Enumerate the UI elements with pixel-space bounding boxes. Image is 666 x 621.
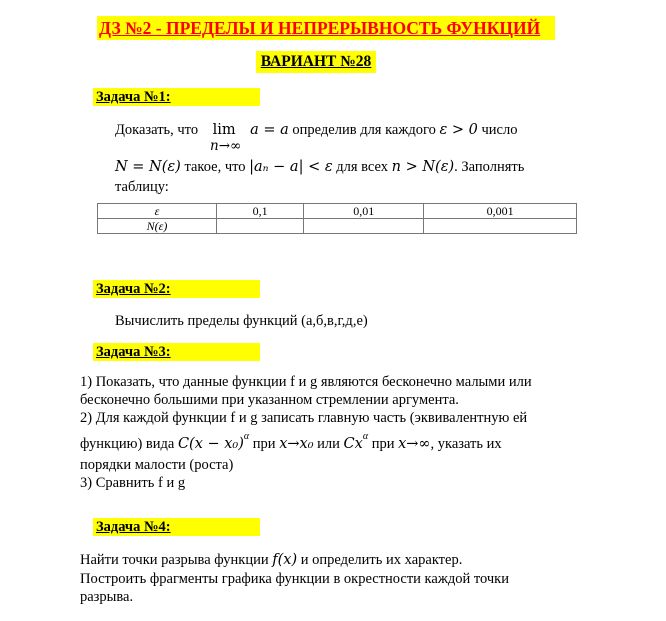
alpha-exponent-2: α — [362, 431, 369, 442]
task3-line4-end: , указать их — [430, 436, 502, 452]
table-cell: 0,001 — [424, 204, 577, 219]
task1-line2-mid: такое, что — [184, 159, 246, 175]
lim-expression: a = a — [250, 122, 289, 138]
task3-line2: бесконечно большими при указанном стремлении аргумента. — [80, 392, 459, 408]
lim-word: lim — [212, 122, 236, 138]
table-cell: ε — [98, 204, 217, 219]
task3-line4-prefix: функцию) вида — [80, 436, 175, 452]
form-c-x-minus-x0: C(x − x₀) — [177, 436, 244, 452]
condition-x-to-infinity: x→∞ — [398, 436, 431, 452]
n-condition: n > N(ε) — [391, 159, 455, 175]
task4-line1-prefix: Найти точки разрыва функции — [80, 552, 269, 568]
task3-line6: 3) Сравнить f и g — [80, 475, 186, 491]
alpha-exponent: α — [243, 431, 250, 442]
task4-line2: Построить фрагменты графика функции в окрестности каждой точки — [80, 571, 509, 587]
table-row — [98, 204, 577, 219]
variant-label: ВАРИАНТ №28 — [256, 51, 376, 73]
task3-line3: 2) Для каждой функции f и g записать главную часть (эквивалентную ей — [80, 410, 528, 426]
task1-heading: Задача №1: — [93, 88, 260, 106]
task4-line1 — [80, 550, 462, 570]
document-title: ДЗ №2 - ПРЕДЕЛЫ И НЕПРЕРЫВНОСТЬ ФУНКЦИЙ — [97, 16, 555, 40]
lim-subscript: n→∞ — [210, 138, 242, 154]
task4-line3: разрыва. — [80, 589, 134, 605]
table-cell: N(ε) — [98, 219, 217, 234]
task1-line1-suffix: определив для каждого — [292, 122, 436, 138]
task1-line2-all: для всех — [336, 159, 389, 175]
table-cell — [424, 219, 577, 234]
epsilon-condition: ε > 0 — [439, 122, 478, 138]
task4-heading: Задача №4: — [93, 518, 260, 536]
or-word: или — [317, 436, 340, 452]
task3-line5: порядки малости (роста) — [80, 457, 234, 473]
task1-line2-end: . Заполнять — [454, 159, 525, 175]
task1-line1-end: число — [481, 122, 518, 138]
inequality: |aₙ − a| < ε — [249, 159, 333, 175]
task2-text: Вычислить пределы функций (а,б,в,г,д,е) — [115, 313, 368, 329]
condition-x-to-x0: x→x₀ — [279, 436, 314, 452]
task4-line1-end: и определить их характер. — [300, 552, 463, 568]
task1-line1-prefix: Доказать, что — [115, 122, 199, 138]
table-cell: 0,1 — [217, 204, 304, 219]
task3-line4 — [80, 431, 502, 456]
at-word-2: при — [371, 436, 395, 452]
task1-line3: таблицу: — [115, 179, 169, 195]
table-cell — [304, 219, 424, 234]
task1-line1 — [115, 120, 517, 140]
task2-heading: Задача №2: — [93, 280, 260, 298]
function-f-of-x: f(x) — [272, 552, 298, 568]
at-word: при — [252, 436, 276, 452]
task3-line1: 1) Показать, что данные функции f и g являются бесконечно малыми или — [80, 374, 532, 390]
table-cell: 0,01 — [304, 204, 424, 219]
task3-heading: Задача №3: — [93, 343, 260, 361]
task1-line2 — [115, 157, 524, 177]
table-row — [98, 219, 577, 234]
epsilon-table — [97, 203, 577, 234]
n-definition: N = N(ε) — [115, 159, 181, 175]
table-cell — [217, 219, 304, 234]
form-cx-alpha: Cx — [343, 436, 363, 452]
